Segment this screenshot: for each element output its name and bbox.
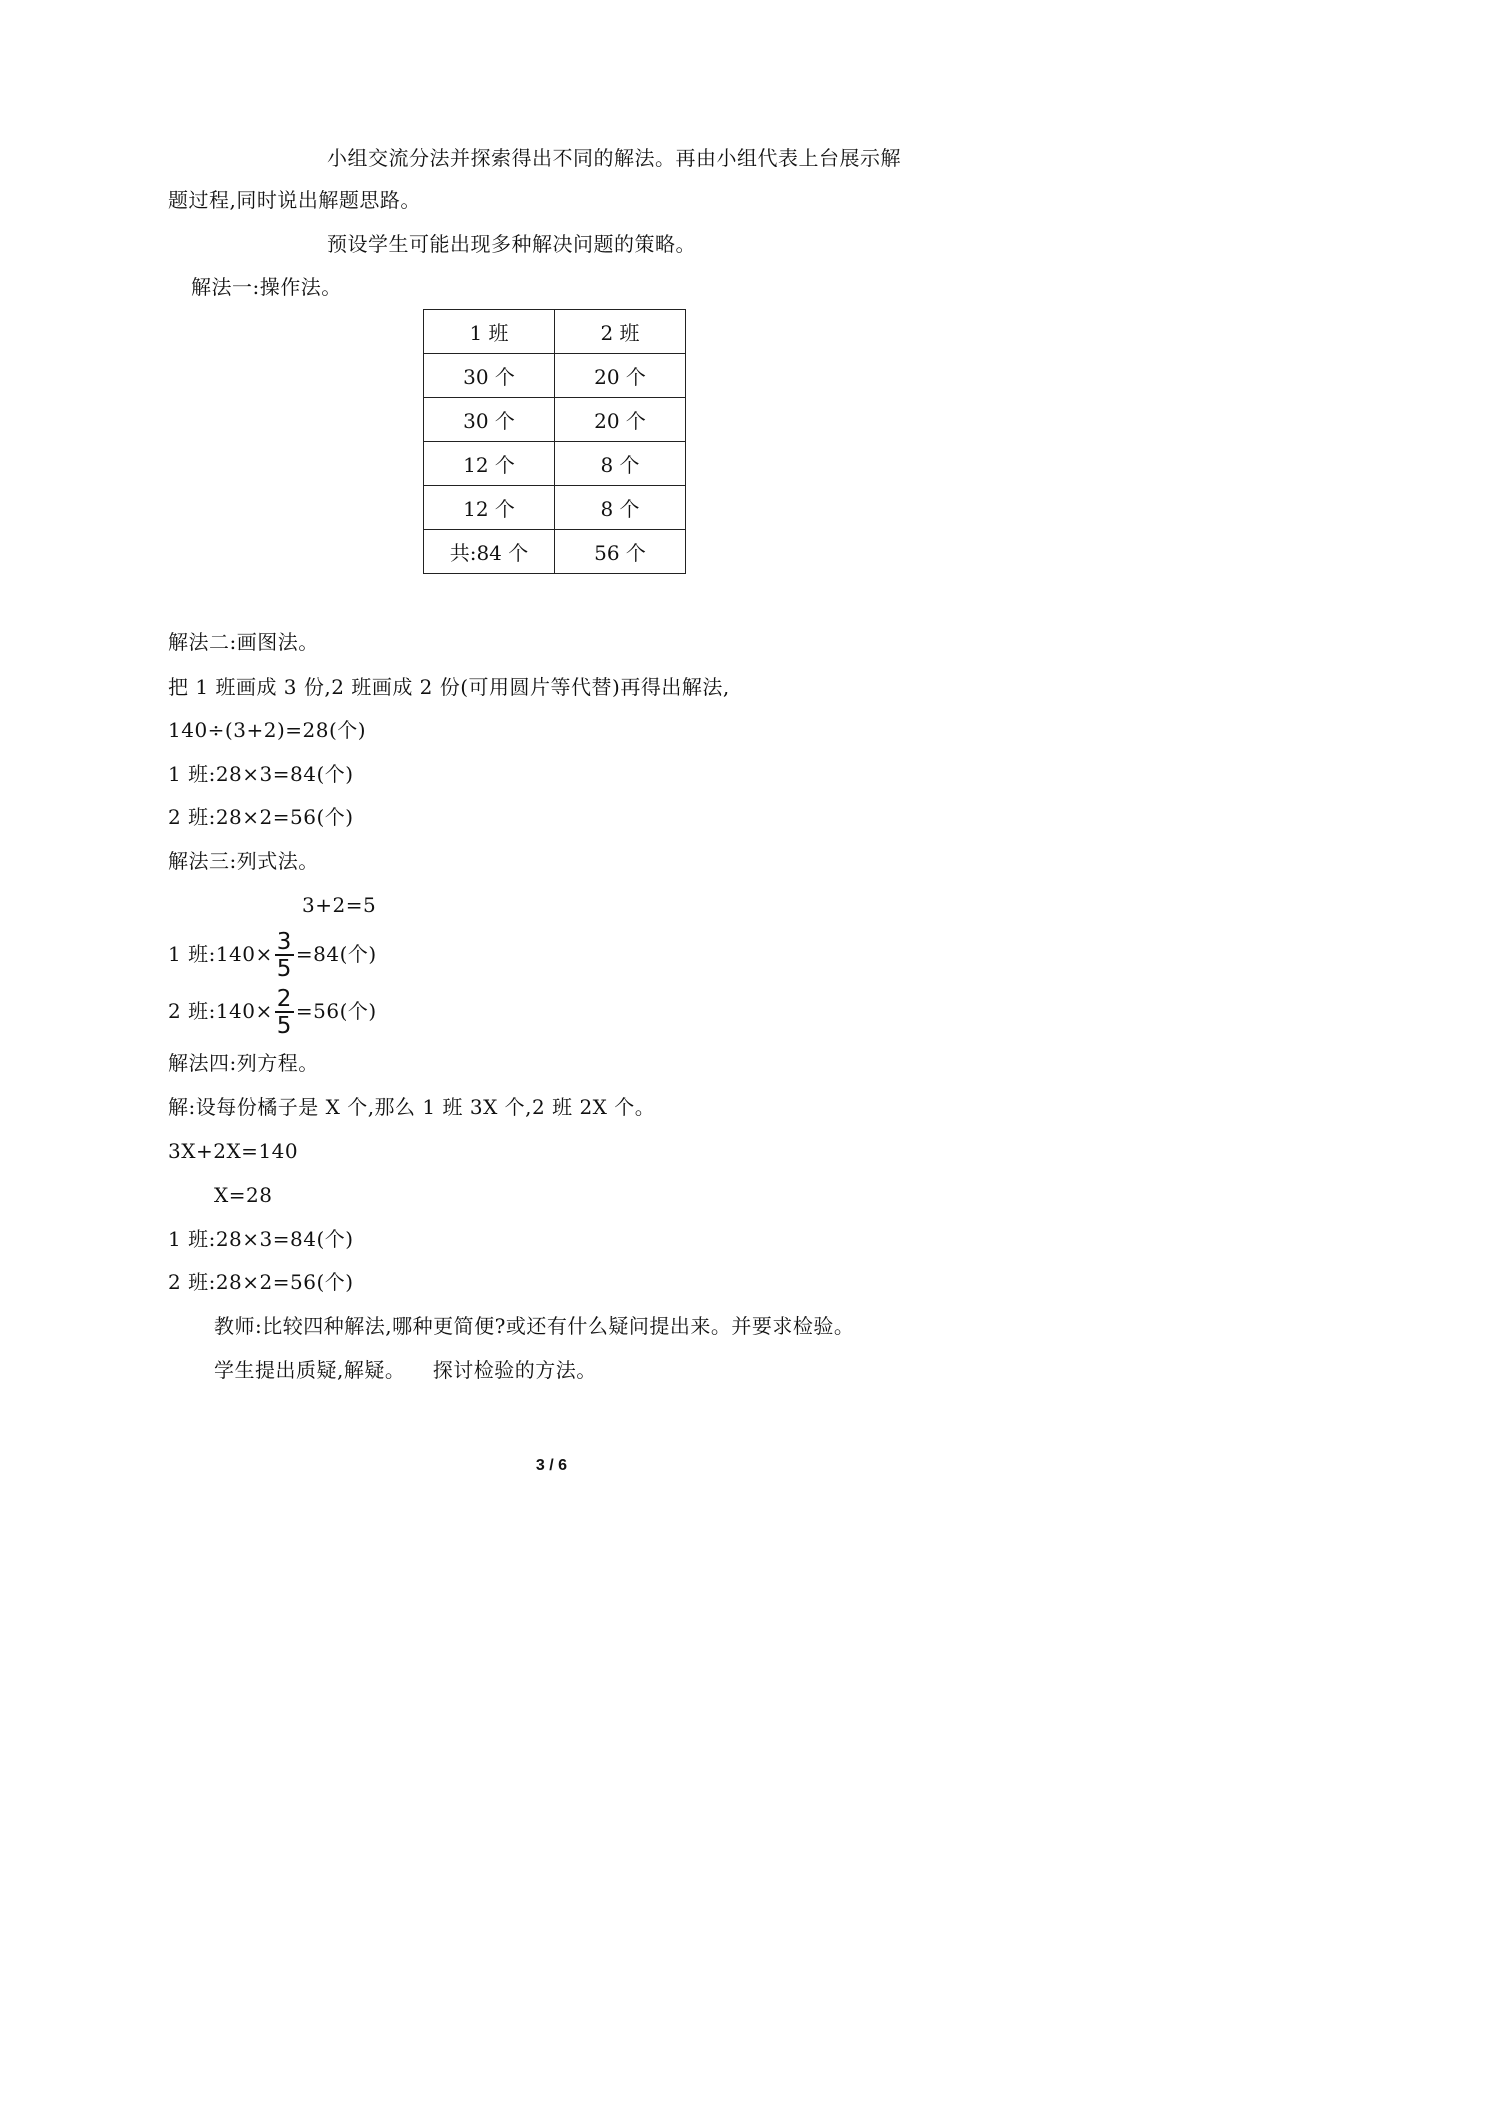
equation-prefix: 1 班:140× [168,942,273,966]
equation: 1 班:28×3=84(个) [168,762,354,786]
table-cell: 共:84 个 [424,530,555,574]
fraction-equation [168,928,377,982]
equation: 3X+2X=140 [168,1139,299,1163]
fraction-equation [168,985,377,1039]
table-cell: 56 个 [555,530,686,574]
fraction [275,930,294,982]
equation-prefix: 2 班:140× [168,999,273,1023]
equation: 140÷(3+2)=28(个) [168,718,367,742]
equation: 1 班:28×3=84(个) [168,1227,354,1251]
equation: 2 班:28×2=56(个) [168,1270,354,1294]
fraction [275,987,294,1039]
paragraph-line: 题过程,同时说出解题思路。 [168,188,421,212]
method-title: 解法一:操作法。 [191,275,342,299]
table-row [424,398,686,442]
equation: 2 班:28×2=56(个) [168,805,354,829]
equation: 3+2=5 [302,893,377,917]
method-title: 解法二:画图法。 [168,630,319,654]
fraction-numerator: 2 [276,985,292,1012]
table-header-cell: 2 班 [555,310,686,354]
table-row [424,486,686,530]
method-title: 解法四:列方程。 [168,1051,319,1075]
table-cell: 30 个 [424,354,555,398]
table-cell: 8 个 [555,486,686,530]
page-number: 3 / 6 [535,1457,568,1474]
table-row [424,442,686,486]
paragraph-line: 预设学生可能出现多种解决问题的策略。 [327,232,696,256]
distribution-table [423,309,686,574]
equation-suffix: =84(个) [295,942,377,966]
equation-suffix: =56(个) [295,999,377,1023]
table-cell: 20 个 [555,354,686,398]
table-header-row [424,310,686,354]
table-header-cell: 1 班 [424,310,555,354]
fraction-numerator: 3 [276,928,292,955]
method-title: 解法三:列式法。 [168,849,319,873]
paragraph-line: 把 1 班画成 3 份,2 班画成 2 份(可用圆片等代替)再得出解法, [168,675,730,699]
paragraph-line: 学生提出质疑,解疑。 探讨检验的方法。 [214,1358,597,1382]
fraction-denominator: 5 [276,1012,292,1039]
paragraph-line: 教师:比较四种解法,哪种更简便?或还有什么疑问提出来。并要求检验。 [214,1314,855,1338]
equation: X=28 [214,1183,273,1207]
table-row [424,354,686,398]
table-cell: 12 个 [424,442,555,486]
table-cell: 20 个 [555,398,686,442]
paragraph-line: 小组交流分法并探索得出不同的解法。再由小组代表上台展示解 [327,146,901,170]
table-cell: 8 个 [555,442,686,486]
paragraph-line: 解:设每份橘子是 X 个,那么 1 班 3X 个,2 班 2X 个。 [168,1095,656,1119]
table-row [424,530,686,574]
table-cell: 12 个 [424,486,555,530]
fraction-denominator: 5 [276,955,292,982]
table-cell: 30 个 [424,398,555,442]
